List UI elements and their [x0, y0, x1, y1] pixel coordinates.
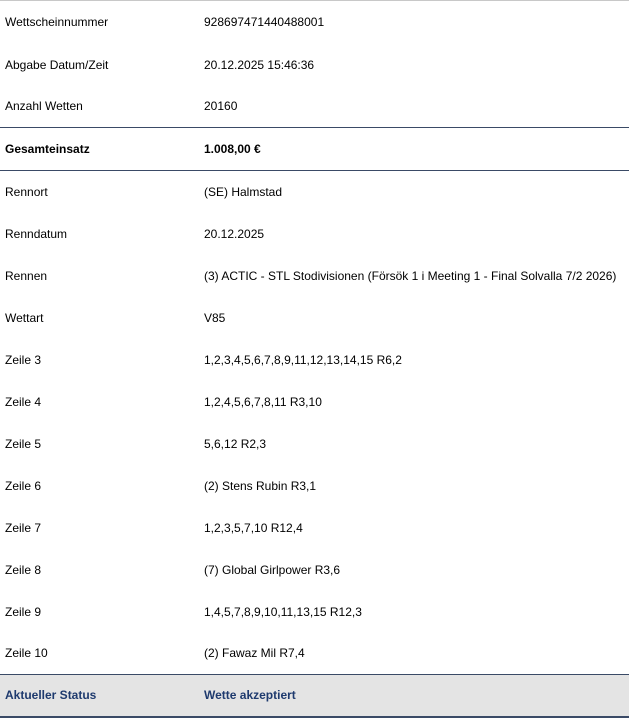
line-row [0, 465, 629, 507]
ticket-number-value: 928697471440488001 [199, 1, 629, 44]
ticket-number-label: Wettscheinnummer [0, 1, 199, 44]
total-stake-row [0, 128, 629, 171]
line-selection: 1,2,3,4,5,6,7,8,9,11,12,13,14,15 R6,2 [204, 352, 402, 367]
line-row [0, 591, 629, 633]
line-row [0, 339, 629, 381]
status-label: Aktueller Status [0, 675, 199, 717]
race-date-row [0, 213, 629, 255]
ticket-number-row [0, 1, 629, 44]
submitted-row [0, 44, 629, 86]
bet-count-value: 20160 [204, 99, 238, 114]
bet-count-label: Anzahl Wetten [5, 99, 83, 114]
bet-type-row [0, 297, 629, 339]
line-row [0, 507, 629, 549]
track-row [0, 171, 629, 213]
race-date-value: 20.12.2025 [204, 226, 265, 241]
line-row [0, 549, 629, 591]
line-row [0, 381, 629, 423]
line-selection: (7) Global Girlpower R3,6 [204, 562, 341, 577]
line-label: Zeile 9 [5, 604, 42, 619]
race-value: (3) ACTIC - STL Stodivisionen (Försök 1 i Meeting 1 - Final Solvalla 7/2 2026) [204, 268, 617, 283]
line-label: Zeile 7 [5, 520, 42, 535]
race-row [0, 255, 629, 297]
line-selection: (2) Fawaz Mil R7,4 [204, 646, 305, 661]
line-row [0, 423, 629, 465]
line-selection: 1,2,4,5,6,7,8,11 R3,10 [204, 394, 322, 409]
line-label: Zeile 8 [5, 562, 42, 577]
track-label: Rennort [5, 184, 48, 199]
line-selection: 1,2,3,5,7,10 R12,4 [204, 520, 303, 535]
line-label: Zeile 6 [5, 478, 42, 493]
line-label: Zeile 3 [5, 352, 42, 367]
track-value: (SE) Halmstad [204, 184, 283, 199]
line-selection: (2) Stens Rubin R3,1 [204, 478, 317, 493]
status-row [0, 675, 629, 717]
bet-count-row [0, 86, 629, 128]
bet-type-label: Wettart [5, 310, 44, 325]
line-label: Zeile 5 [5, 436, 42, 451]
submitted-value: 20.12.2025 15:46:36 [204, 57, 315, 72]
total-stake-label: Gesamteinsatz [0, 128, 199, 171]
bet-type-value: V85 [204, 310, 226, 325]
status-value: Wette akzeptiert [199, 675, 629, 717]
race-date-label: Renndatum [5, 226, 68, 241]
line-selection: 1,4,5,7,8,9,10,11,13,15 R12,3 [204, 604, 362, 619]
race-label: Rennen [5, 268, 48, 283]
line-row [0, 633, 629, 675]
total-stake-value: 1.008,00 € [199, 128, 629, 171]
line-label: Zeile 4 [5, 394, 42, 409]
line-selection: 5,6,12 R2,3 [204, 436, 267, 451]
line-label: Zeile 10 [5, 646, 48, 661]
submitted-label: Abgabe Datum/Zeit [5, 57, 109, 72]
